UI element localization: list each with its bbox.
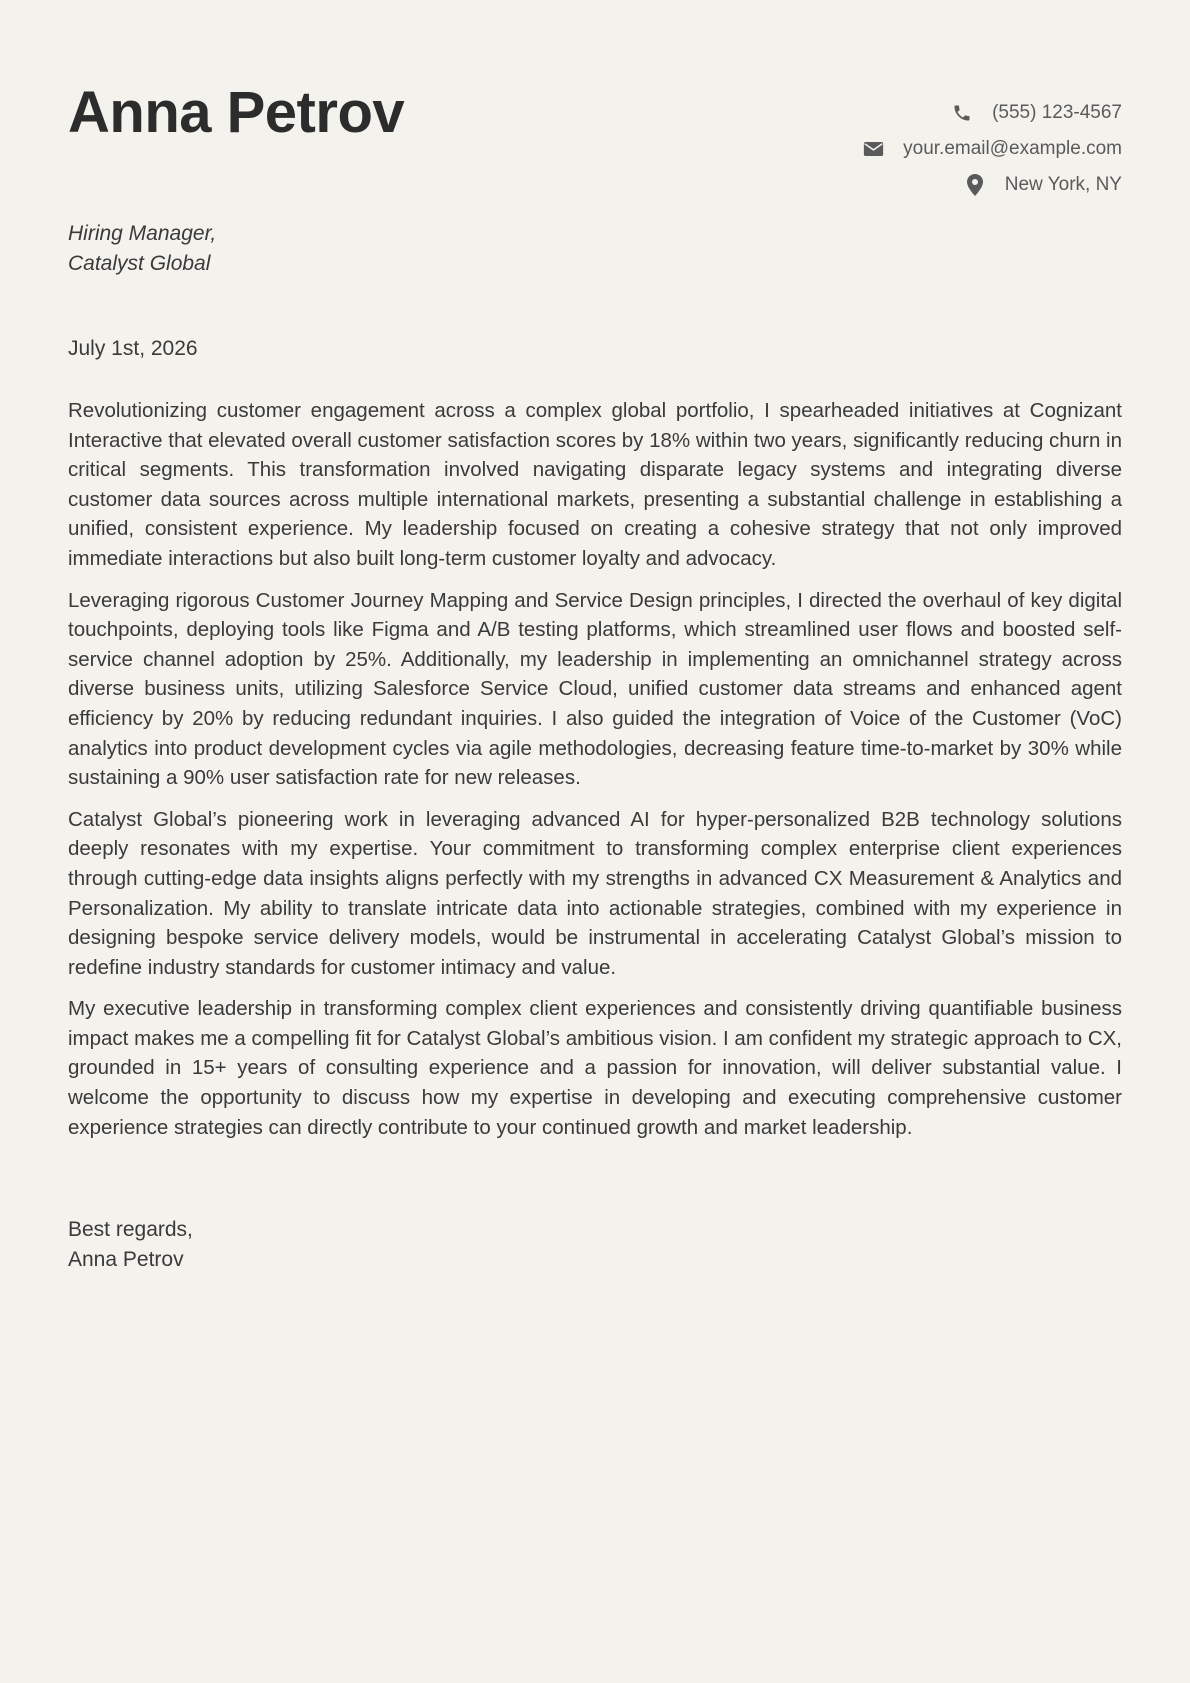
body-paragraph: Leveraging rigorous Customer Journey Mapping and Service Design principles, I directed the overhaul of key digital touchpoints, deploying tools like Figma and A/B testing platforms, which streamlined user flows and boosted self-service channel adoption by 25%. Additionally, my leadership in implementing an omnichannel strategy across diverse business units, utilizing Salesforce Service Cloud, unified customer data streams and enhanced agent efficiency by 20% by reducing redundant inquiries. I also guided the integration of Voice of the Customer (VoC) analytics into product development cycles via agile methodologies, decreasing feature time-to-market by 30% while sustaining a 90% user satisfaction rate for new releases. <box>68 588 1122 790</box>
contact-info <box>862 95 1122 203</box>
letter-body <box>68 396 1122 1154</box>
recipient-company: Catalyst Global <box>68 252 211 275</box>
closing-salutation: Best regards, <box>68 1218 193 1241</box>
contact-location <box>862 167 1122 203</box>
cover-letter-page <box>68 0 1122 1683</box>
phone-text: (555) 123-4567 <box>992 102 1122 123</box>
recipient-block <box>68 219 216 279</box>
map-pin-icon <box>964 174 986 196</box>
recipient-title: Hiring Manager, <box>68 222 217 245</box>
letter-closing <box>68 1215 193 1274</box>
closing-signature: Anna Petrov <box>68 1247 184 1271</box>
letter-date: July 1st, 2026 <box>68 337 198 360</box>
letter-header <box>68 78 1122 208</box>
body-paragraph: Catalyst Global’s pioneering work in leveraging advanced AI for hyper-personalized B2B technology solutions deeply resonates with my expertise. Your commitment to transforming complex enterprise client experiences through cutting-edge data insights aligns perfectly with my strengths in advanced CX Measurement & Analytics and Personalization. My ability to translate intricate data into actionable strategies, combined with my experience in designing bespoke service delivery models, would be instrumental in accelerating Catalyst Global’s mission to redefine industry standards for customer intimacy and value. <box>68 807 1122 979</box>
location-text: New York, NY <box>1004 174 1122 195</box>
contact-email <box>862 131 1122 167</box>
email-text: your.email@example.com <box>903 138 1122 159</box>
phone-icon <box>951 102 973 124</box>
envelope-icon <box>862 138 884 160</box>
body-paragraph: Revolutionizing customer engagement across a complex global portfolio, I spearheaded initiatives at Cognizant Interactive that elevated overall customer satisfaction scores by 18% within two years, significantly reducing churn in critical segments. This transformation involved navigating disparate legacy systems and integrating diverse customer data sources across multiple international markets, presenting a substantial challenge in establishing a unified, consistent experience. My leadership focused on creating a cohesive strategy that not only improved immediate interactions but also built long-term customer loyalty and advocacy. <box>68 399 1122 570</box>
applicant-name: Anna Petrov <box>68 80 405 145</box>
contact-phone <box>862 95 1122 131</box>
body-paragraph: My executive leadership in transforming complex client experiences and consistently driving quantifiable business impact makes me a compelling fit for Catalyst Global’s ambitious vision. I am confident my strategic approach to CX, grounded in 15+ years of consulting experience and a passion for innovation, will deliver substantial value. I welcome the opportunity to discuss how my expertise in developing and executing comprehensive customer experience strategies can directly contribute to your continued growth and market leadership. <box>68 997 1122 1139</box>
